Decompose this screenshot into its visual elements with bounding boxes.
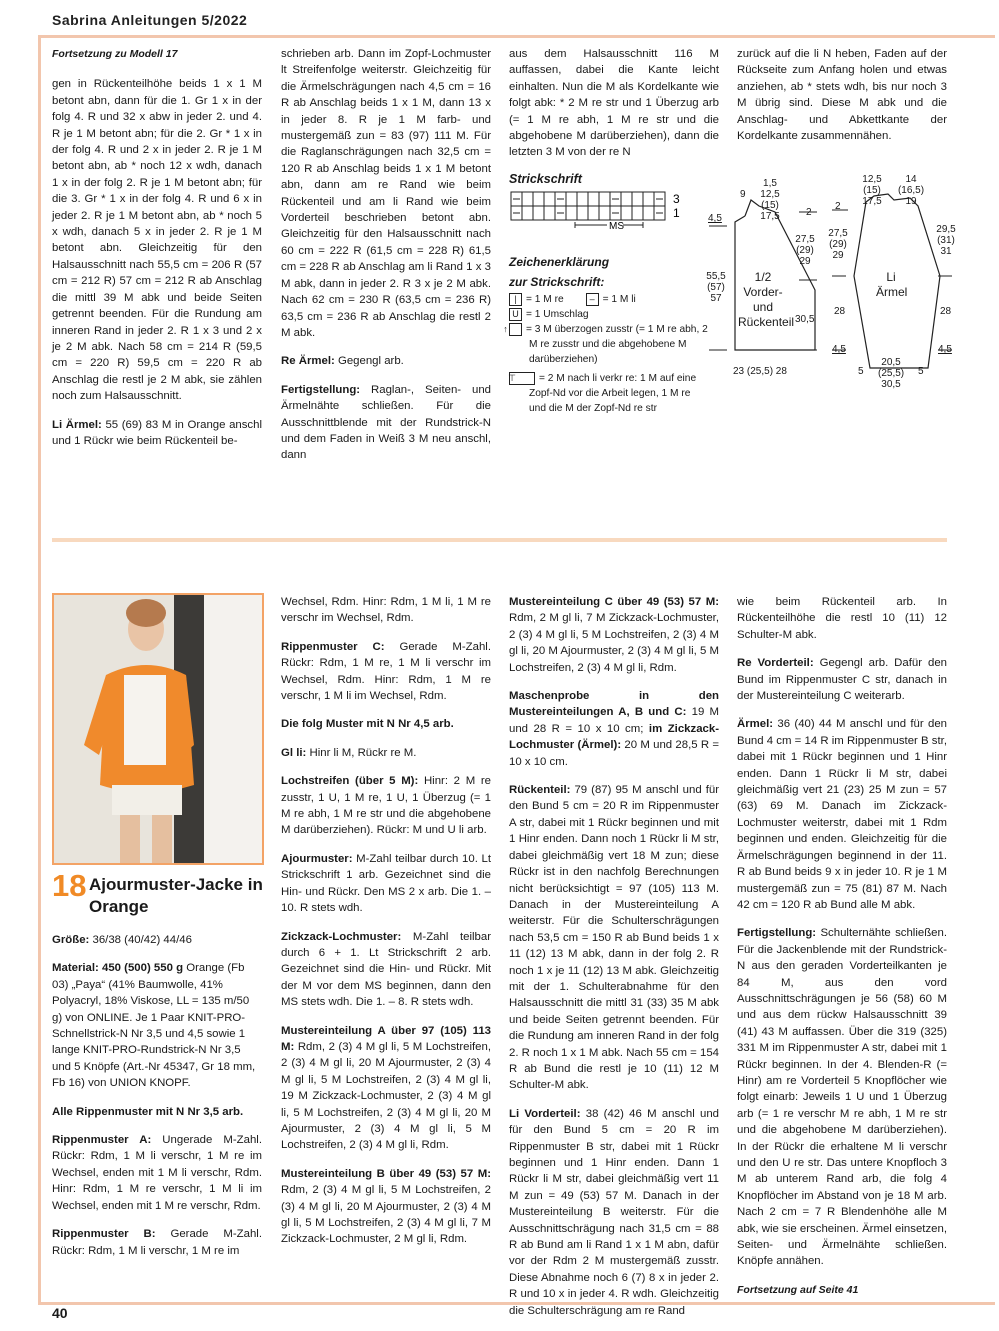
- text-paragraph: Ajourmuster: M-Zahl teilbar durch 10. Lt Strickschrift 1 arb. Gezeichnet sind die Hin- und Rückr. Den MS 2 x arb. Die 1. – 10. R stets wdh.: [281, 852, 491, 915]
- text-paragraph: Gl li: Hinr li M, Rückr re M.: [281, 746, 417, 759]
- legend-item: U = 1 Umschlag: [509, 307, 709, 322]
- top-column-4: [737, 46, 947, 156]
- text-paragraph: Mustereinteilung B über 49 (53) 57 M: Rdm, 2 (3) 4 M gl li, 5 M Lochstreifen, 2 (3) 4 M gl li, 20 M Ajourmuster, 2 (3) 4 M gl li, 5 M Lochstreifen, 2 (3) 4 M gl li, 7 M Zickzack-Lochmuster, 2 M gl li, Rdm.: [281, 1167, 491, 1246]
- text-paragraph: Fertigstellung: Raglan-, Seiten- und Ärmelnähte schließen. Für die Ausschnittblende mit der Rundstrick-N und dem Faden in Weiß 3 M neu anschl, dann: [281, 383, 491, 462]
- cross-stitch-icon: ⊤: [509, 372, 535, 385]
- body-dim: 30,5: [795, 314, 815, 325]
- text-paragraph: Re Vorderteil: Gegengl arb. Dafür den Bund im Rippenmuster C str, danach in der Mustereinteilung C weiterarb.: [737, 657, 947, 703]
- model-title: Ajourmuster-Jacke in Orange: [89, 875, 263, 916]
- knitting-chart: [509, 188, 699, 240]
- photo-illustration: [54, 595, 262, 863]
- sleeve-dim: 2: [835, 201, 841, 212]
- text-paragraph: Rippenmuster C: Gerade M-Zahl. Rückr: Rdm, 1 M re, 1 M li verschr im Wechsel, Rdm. Hinr: Rdm, 1 M re verschr, 1 M li im Wechsel, Rdm.: [281, 640, 491, 703]
- chart-title: Strickschrift: [509, 172, 582, 186]
- text-paragraph: Die folg Muster mit N Nr 4,5 arb.: [281, 718, 454, 731]
- body-dim: 4,5: [708, 213, 722, 224]
- text-paragraph: Ärmel: 36 (40) 44 M anschl und für den Bund 4 cm = 14 R im Rippenmuster B str, dabei mit 1 Rückr beginnen und 1 Hinr enden. Dann 1 Rückr li M str, dabei gleichmäßig vert 21 (23) 25 M zun = 57 (63) 69 M. Danach im Zickzack-Lochmuster weiterstr, dabei mit 1 Rdm beginnen und enden. Gleichzeitig für die Ärmelschrägungen beginnend in der 11. R ab Bund beids 9 x in jeder 10. R je 1 M mustergemäß zun = 75 (81) 87 M. Nach 42 cm = 120 R ab Bund alle M abk.: [737, 718, 947, 911]
- text-paragraph: zurück auf die li N heben, Faden auf der Rückseite zum Anfang holen und etwas anziehen, ab * stets wdh, bis nur noch 3 M übrig sind. Diese M abk und die Anschlag- und Abkettkante der Kordelkante zusammennähen.: [737, 48, 947, 143]
- body-dim: 2: [806, 207, 812, 218]
- bottom-column-1: [52, 932, 262, 1271]
- body-dim: 1,5 12,5 (15) 17,5: [760, 178, 780, 222]
- text-paragraph: Re Ärmel: Gegengl arb.: [281, 355, 404, 368]
- sleeve-dim: 4,5: [938, 344, 952, 355]
- bottom-column-3: [509, 594, 719, 1331]
- decrease-arrow-icon: ↑: [509, 323, 522, 336]
- text-paragraph: Rückenteil: 79 (87) 95 M anschl und für den Bund 5 cm = 20 R im Rippenmuster A str, dabei mit 1 Rückr beginnen und mit 1 Hinr enden. Dann noch 1 Rückr li M str, dabei gleichmäßig vert 18 M zun; diese Rückr ist in den nachfolg Berechnungen nicht berücksichtigt = 97 (105) 113 M. Danach in der Mustereinteilung A weiterstr. Für die Schulterschrägungen nach 53,5 cm = 150 R ab Bund beids 1 x 11 (12) 13 M abk, dann in der folg 2. R noch 1 x je 11 (12) 13 M abk. Gleichzeitig mit der 1. Schulterabnahme für den Halsausschnitt die mittl 31 (33) 35 M abk und beide Seiten getrennt beenden. Für die Rundung am inneren Rand in der folg 2. R noch 1 x 1 M abk. Nach 55 cm = 154 R ab Bund die restl je 10 (11) 12 M Schulter-M abk.: [509, 784, 719, 1092]
- sleeve-dim: 28: [834, 306, 846, 317]
- legend-title: Zeichenerklärung zur Strickschrift:: [509, 255, 610, 289]
- text-paragraph: Rippenmuster A: Ungerade M-Zahl. Rückr: Rdm, 1 M li verschr, 1 M re im Wechsel, enden mit 1 M li verschr, Rdm. Hinr: Rdm, 1 M re verschr, 1 M li im Wechsel, enden mit 1 M re verschr, Rdm.: [52, 1134, 263, 1212]
- continuation-footer: Fortsetzung auf Seite 41: [737, 1283, 859, 1296]
- text-paragraph: wie beim Rückenteil arb. In Rückenteilhöhe die restl 10 (11) 12 Schulter-M abk.: [737, 596, 947, 641]
- text-paragraph: Fertigstellung: Schulternähte schließen. Für die Jackenblende mit der Rundstrick-N aus den geraden Vorderteilkanten je 84 M, aus den vord Ausschnittschrägungen je 56 (58) 60 M und aus dem rückw Halsausschnitt 39 (41) 43 M auffassen. Über die 319 (325) 331 M im Rippenmuster A str, dabei mit 1 Rückr beginnen. In der 4. Blenden-R (= Hinr) am re Vorderteil 5 Knopflöcher wie folgt einarb: Jeweils 1 U und 1 Überzug arb (= 1 re verschr M re abh, 1 M re str und die abgehobene M darüberziehen). In der Rückr die erhaltene M li verschr und den U re str. Das untere Knopfloch 3 M ab unterem Rand arb, die folg 4 Knopflöcher im Abstand von je 18 M arb. Nach 2 cm = 7 R Blendenhöhe alle M abk, wie sie erscheinen. Ärmel einsetzen, Seiten- und Ärmelnähte schließen. Knöpfe annähen.: [737, 927, 947, 1268]
- top-column-2: [281, 46, 491, 476]
- page-number: 40: [52, 1305, 68, 1321]
- continuation-note: Fortsetzung zu Modell 17: [52, 48, 178, 60]
- body-dim: 9: [740, 189, 746, 200]
- chart-row-label-1: 1: [673, 206, 680, 220]
- body-schematic-label: 1/2 Vorder- und Rückenteil: [738, 270, 795, 329]
- text-paragraph: Mustereinteilung A über 97 (105) 113 M: Rdm, 2 (3) 4 M gl li, 5 M Lochstreifen, 2 (3) 4 M gl li, 20 M Ajourmuster, 2 (3) 4 M gl li, 5 M Lochstreifen, 2 (3) 4 M gl li, 19 M Zickzack-Lochmuster, 2 (3) 4 M gl li, 5 M Lochstreifen, 2 (3) 4 M gl li, 20 M Ajourmuster, 2 (3) 4 M gl li, 5 M Lochstreifen, 2 (3) 4 M gl li, Rdm.: [281, 1024, 491, 1152]
- text-paragraph: Li Vorderteil: 38 (42) 46 M anschl und für den Bund 5 cm = 20 R im Rippenmuster B str, dabei mit 1 Rückr beginnen und 1 Hinr enden. Dann 1 Rückr li M str, dabei gleichmäßig vert 11 M zun = 49 (53) 57 M. Danach in der Mustereinteilung B weiterstr. Für die Ausschnittschrägung nach 31,5 cm = 88 R ab Bund am li Rand 1 x 1 M abn, dafür vor der Rdm 2 M mustergemäß zusstr. Diese Abnahme noch 6 (7) 8 x in jeder 2. R und 10 x in jeder 4. R wdh. Gleichzeitig die Schulterschrägung am re Rand: [509, 1107, 719, 1317]
- legend-list: [503, 292, 709, 416]
- model-photo: [52, 593, 264, 865]
- knit-symbol-icon: |: [509, 293, 522, 306]
- legend-item: ⊤ = 2 M nach li verkr re: 1 M auf eine Zopf-Nd vor die Arbeit legen, 1 M re und die M der Zopf-Nd re str: [508, 372, 697, 414]
- sleeve-dim: 20,5 (25,5) 30,5: [878, 357, 905, 390]
- bottom-column-4: [737, 594, 947, 1310]
- sleeve-dim: 29,5 (31) 31: [936, 224, 956, 257]
- model-number: 18: [52, 868, 87, 903]
- legend-item: ↑ = 3 M überzogen zusstr (= 1 M re abh, 2 M re zusstr und die abgehobene M darüberziehen): [503, 323, 708, 365]
- sleeve-dim: 5: [858, 366, 864, 377]
- body-dim: 27,5 (29) 29: [795, 234, 815, 267]
- text-paragraph: gen in Rückenteilhöhe beids 1 x 1 M betont abn, dann für die 1. Gr 1 x in der folg 4. R und 32 x abw in jeder 2. und 4. R je 1 M betont abn; für die 2. Gr * 1 x in der folg 4. R und 2 x in jeder 2. R je 1 M betont abn, ab * noch 12 x wdh, danach 1 x in der folg 2. R je 1 M betont abn; für die 3. Gr * 1 x in der folg 4. R und 6 x in jeder 2. R je 1 M betont abn, ab * noch 5 x wdh, danach 5 x in jeder 2. R je 1 M betont abn. Gleichzeitig für den Halsausschnitt nach 55,5 cm = 206 R (57 cm = 212 R) 57 cm = 212 R ab Anschlag die mittl 39 M abk und beide Seiten getrennt beenden. Für die Rundung am inneren Rand in jeder 2. R 1 x 3 und 2 x je 2 M abk. Nach 58 cm = 214 R (59,5 cm = 220 R) 59,5 cm = 220 R ab Anschlag die restl je 2 M abk, sie zählen noch zum Halsausschnitt.: [52, 78, 262, 403]
- chart-ms-label: MS: [609, 221, 624, 232]
- body-dim: 55,5 (57) 57: [706, 271, 726, 304]
- text-paragraph: Rippenmuster B: Gerade M-Zahl. Rückr: Rdm, 1 M li verschr, 1 M re im: [52, 1228, 262, 1257]
- purl-symbol-icon: –: [586, 293, 599, 306]
- text-paragraph: schrieben arb. Dann im Zopf-Lochmuster lt Streifenfolge weiterstr. Gleichzeitig für die Ärmelschrägungen nach 4,5 cm = 16 R ab Anschlag beids 1 x 1 M, dann 13 x in jeder 8. R je 1 M farb- und mustergemäß zun = 83 (97) 111 M. Für die Raglanschrägungen nach 32,5 cm = 120 R ab Anschlag beids 1 x 1 M betont abn, dann am re Rand wie beim Rückenteil und am li Rand wie beim Vorderteil beschrieben betont abn. Gleichzeitig für den Halsausschnitt nach 60 cm = 222 R (61,5 cm = 228 R) 61,5 cm = 228 R ab Anschlag am li Rand 1 x 3 M abk, dann in jeder 2. R 3 x je 2 M abk. Nach 62 cm = 230 R (63,5 cm = 236 R) 63,5 cm = 236 R ab Anschlag die restl 2 M abk.: [281, 48, 491, 339]
- sleeve-dim: 5: [918, 366, 924, 377]
- text-paragraph: Material: 450 (500) 550 g Orange (Fb 03) „Paya“ (41% Baumwolle, 41% Polyacryl, 18% Viskose, LL = 135 m/50 g) von ONLINE. Je 1 Paar KNIT-PRO-Schnellstrick-N Nr 3,5 und 4,5 sowie 1 lange KNIT-PRO-Rundstrick-N Nr 3,5 und 5 Knöpfe (Art.-Nr 45347, Gr 18 mm, Fb 16) von UNION KNOPF.: [52, 962, 256, 1090]
- bottom-column-2: [281, 594, 491, 1260]
- yarn-over-icon: U: [509, 308, 522, 321]
- text-paragraph: Größe: 36/38 (40/42) 44/46: [52, 934, 192, 946]
- legend-item: | = 1 M re – = 1 M li: [509, 292, 709, 307]
- text-paragraph: Lochstreifen (über 5 M): Hinr: 2 M re zusstr, 1 U, 1 M re, 1 U, 1 Überzug (= 1 M re abh, 1 M re str und die abgehobene M darüberziehen). Rückr: M und U li arb.: [281, 775, 491, 837]
- text-paragraph: Wechsel, Rdm. Hinr: Rdm, 1 M li, 1 M re verschr im Wechsel, Rdm.: [281, 596, 491, 625]
- sleeve-dim: 4,5: [832, 344, 846, 355]
- body-dim: 23 (25,5) 28: [733, 366, 787, 377]
- text-paragraph: Mustereinteilung C über 49 (53) 57 M: Rdm, 2 M gl li, 7 M Zickzack-Lochmuster, 2 (3) 4 M gl li, 5 M Lochstreifen, 2 (3) 4 M gl li, 20 M Ajourmuster, 2 (3) 4 M gl li, 5 M Lochstreifen, 2 (3) 4 M gl li, Rdm.: [509, 596, 719, 674]
- sleeve-dim: 28: [940, 306, 952, 317]
- chart-row-label-3: 3: [673, 192, 680, 206]
- top-column-3: [509, 46, 719, 173]
- page-header: Sabrina Anleitungen 5/2022: [52, 12, 248, 28]
- sleeve-dim: 12,5 (15) 17,5: [862, 174, 882, 207]
- text-paragraph: Zickzack-Lochmuster: M-Zahl teilbar durch 6 + 1. Lt Strickschrift 2 arb. Gezeichnet sind die Hin- und Rückr. Mit der M vor dem MS beginnen, dann den MS stets wdh. Die 1. – 8. R stets wdh.: [281, 930, 491, 1009]
- text-paragraph: Maschenprobe in den Mustereinteilungen A, B und C: 19 M und 28 R = 10 x 10 cm; im Zickzack-Lochmuster (Ärmel): 20 M und 28,5 R = 10 x 10 cm.: [509, 690, 719, 768]
- text-paragraph: Alle Rippenmuster mit N Nr 3,5 arb.: [52, 1105, 244, 1118]
- text-paragraph: aus dem Halsausschnitt 116 M auffassen, dabei die Kante leicht einhalten. Nun die M als Kordelkante wie folgt abk: * 2 M re str und 1 Überzug arb (= 1 M re abh, 1 M re str und die abgehobene M darüberziehen), dann die letzten 3 M von der re N: [509, 48, 719, 159]
- section-divider: [52, 538, 947, 542]
- sleeve-dim: 27,5 (29) 29: [828, 228, 848, 261]
- top-column-1: [52, 46, 262, 461]
- text-paragraph: Li Ärmel: 55 (69) 83 M in Orange anschl und 1 Rückr wie beim Rückenteil be-: [52, 418, 262, 447]
- sleeve-dim: 14 (16,5) 19: [897, 174, 925, 207]
- sleeve-schematic-label: Li Ärmel: [876, 270, 908, 299]
